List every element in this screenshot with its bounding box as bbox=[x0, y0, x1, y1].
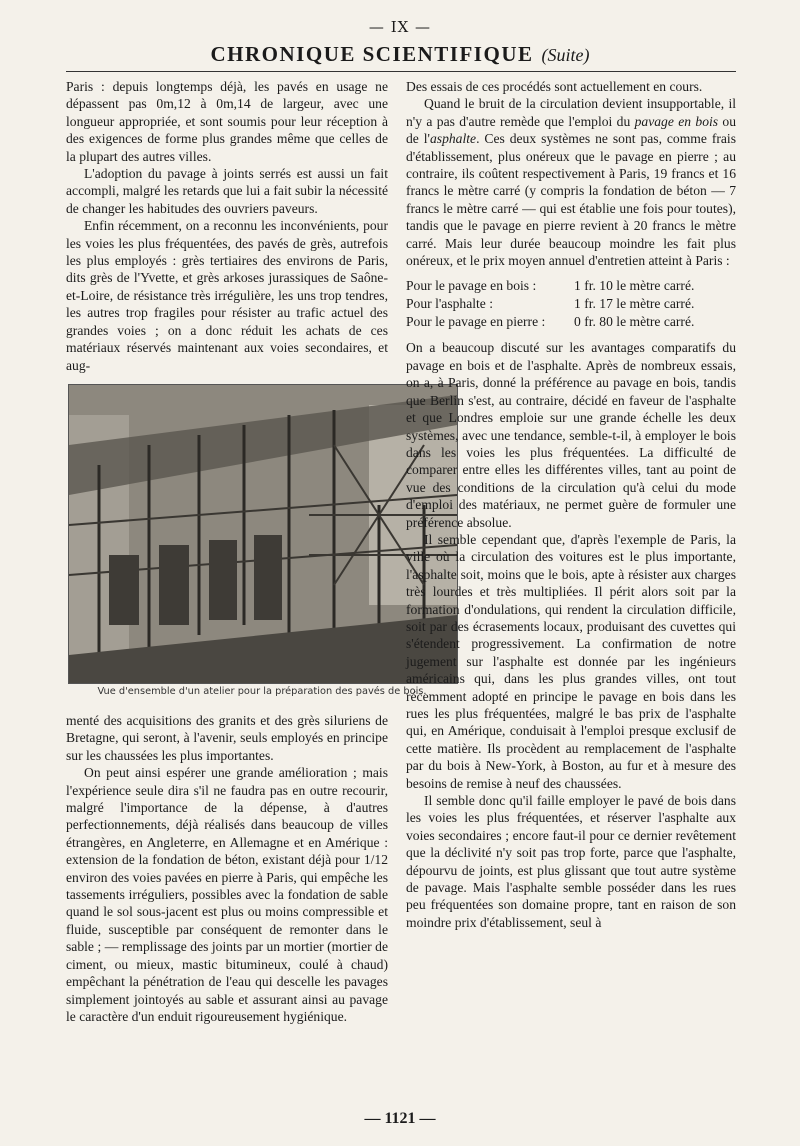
headline-title: CHRONIQUE SCIENTIFIQUE bbox=[210, 42, 534, 66]
left-column-top bbox=[66, 78, 388, 374]
price-value: 1 fr. 10 le mètre carré. bbox=[574, 278, 695, 294]
paragraph: On peut ainsi espérer une grande amélioration ; mais l'expérience seule dira s'il ne faudra pas en outre recourir, malgré l'importance de la dépense, à d'autres perfectionnements, déjà réalisés dans beaucoup de villes étrangères, en Angleterre, en Allemagne et en Amérique : extension de la fondation de béton, existant déjà pour 1/12 environ des voies pavées en pierre à Paris, qui empêche les tassements irréguliers, possibles avec la fondation de sable quand le sol sous-jacent est plus ou moins compressible et fluide, susceptible par conséquent de remonter dans le sable ; — remplissage des joints par un mortier (mortier de ciment, ou mieux, mastic bitumineux, coulé à chaud) empêchant la pénétration de l'eau qui descelle les pavages simplement jointoyés au sable et assurant ainsi au pavage le caractère d'un enduit rigoureusement hygiénique. bbox=[66, 765, 388, 1024]
paragraph: Il semble cependant que, d'après l'exemple de Paris, la ville où la circulation des voitures est le plus importante, l'asphalte soit, moins que le bois, apte à résister aux charges très lourdes et très multipliées. Il périt alors soit par la formation d'ondulations, qui rendent la circulation difficile, soit par des écrasements locaux, produisant des cuvettes qui s'étendent progressivement. La confirmation de notre jugement sur l'asphalte est donnée par les ingénieurs américains qui, dans les plus grandes villes, ont tout récemment adopté en principe le pavage en bois dans les rues les plus fréquentées, malgré le bas prix de l'asphalte qui, en Amérique, conduisait à l'emploi presque exclusif de cette matière. Ils procèdent au remplacement de l'asphalte par du bois à New-York, à Boston, au fur et à mesure des besoins de remise à neuf des chaussées. bbox=[406, 531, 736, 791]
section-headline bbox=[0, 42, 800, 67]
paragraph: Paris : depuis longtemps déjà, les pavés en usage ne dépassent pas 0m,12 à 0m,14 de largeur, avec une longueur appropriée, et sont soumis pour leur réception à des exigences de forme plus grandes même que celles de la plupart des autres villes. bbox=[66, 79, 388, 164]
paragraph: menté des acquisitions des granits et des grès siluriens de Bretagne, qui seront, à l'avenir, seuls employés en principe sur les chaussées les plus importantes. bbox=[66, 713, 388, 763]
paragraph: On a beaucoup discuté sur les avantages comparatifs du pavage en bois et de l'asphalte. Après de nombreux essais, on a, à Paris, donné la préférence au pavage en bois, tandis que Berlin s'est, au contraire, décidé en faveur de l'asphalte et que Londres emploie sur une grande échelle les deux systèmes, avec une tendance, semble-t-il, à employer le bois dans les voies les plus fréquentées. La difficulté de comparer entre elles les différentes villes, tant au point de vue des conditions de la circulation qu'à celui du mode d'emploi des matériaux, ne permet guère de formuler une préférence absolue. bbox=[406, 340, 736, 530]
headline-rule bbox=[66, 71, 736, 72]
workshop-photograph-drawing bbox=[69, 385, 457, 683]
price-row bbox=[406, 313, 736, 331]
price-value: 1 fr. 17 le mètre carré. bbox=[574, 296, 695, 312]
page-folio: — 1121 — bbox=[364, 1110, 436, 1127]
headline-suffix: (Suite) bbox=[541, 45, 590, 65]
price-row bbox=[406, 295, 736, 313]
paragraph: Enfin récemment, on a reconnu les inconvénients, pour les voies les plus fréquentées, des pavés de grès, autrefois les plus employés : grès tertiaires des environs de Paris, dits grès de l'Yvette, et grès arkoses jurassiques de Saône-et-Loire, de résistance très irrégulière, les uns trop tendres, les autres trop fragiles pour résister au trafic actuel des grandes voies ; on a donc réduit les achats de ces matériaux réservés maintenant aux voies secondaires, et aug- bbox=[66, 218, 388, 373]
paragraph: L'adoption du pavage à joints serrés est aussi un fait accompli, malgré les retards que lui a fait subir la nécessité de changer les habitudes des ouvriers paveurs. bbox=[66, 166, 388, 216]
emphasis: pavage en bois bbox=[634, 113, 719, 129]
price-value: 0 fr. 80 le mètre carré. bbox=[574, 314, 695, 330]
text-run: . Ces deux systèmes ne sont pas, comme frais d'établissement, plus onéreux que le pavage en pierre ; au contraire, ils coûtent respectivement à Paris, 19 francs et 16 francs le mètre carré (y compris la fondation de béton — 7 francs le mètre carré — qui est établie une fois pour toutes), tandis que le pavage en pierre revient à 20 francs le mètre carré. Mais leur durée beaucoup moindre les fait plus onéreux, et le prix moyen annuel d'entretien atteint à Paris : bbox=[406, 131, 736, 269]
right-column bbox=[406, 78, 736, 931]
workshop-photograph bbox=[68, 384, 458, 684]
text-run: Quand le bruit de la circulation devient insupportable, il n'y a pas d'autre remède que l'emploi du bbox=[406, 96, 736, 129]
page-roman-number: — IX — bbox=[368, 18, 432, 36]
price-label: Pour l'asphalte : bbox=[406, 296, 494, 312]
maintenance-price-table bbox=[406, 277, 736, 331]
left-column-bottom bbox=[66, 712, 388, 1025]
price-label: Pour le pavage en pierre : bbox=[406, 314, 546, 330]
paragraph bbox=[406, 95, 736, 269]
price-label: Pour le pavage en bois : bbox=[406, 278, 537, 294]
text-run: ou de l' bbox=[406, 113, 737, 147]
paragraph: Des essais de ces procédés sont actuellement en cours. bbox=[406, 79, 703, 94]
emphasis: asphalte bbox=[430, 131, 477, 147]
price-row bbox=[406, 277, 736, 295]
paragraph: Il semble donc qu'il faille employer le pavé de bois dans les voies les plus fréquentées, et réserver l'asphalte aux voies secondaires ; encore faut-il pour ce dernier revêtement que la déclivité n'y soit pas trop forte, parce que l'asphalte, dépourvu de joints, est plus glissant que tout autre système de pavage. Mais l'asphalte semble posséder dans les rues peu fréquentées son domaine propre, tant en raison de son moindre prix d'établissement, seul à bbox=[406, 793, 736, 930]
figure-caption: Vue d'ensemble d'un atelier pour la préparation des pavés de bois. bbox=[97, 686, 427, 697]
